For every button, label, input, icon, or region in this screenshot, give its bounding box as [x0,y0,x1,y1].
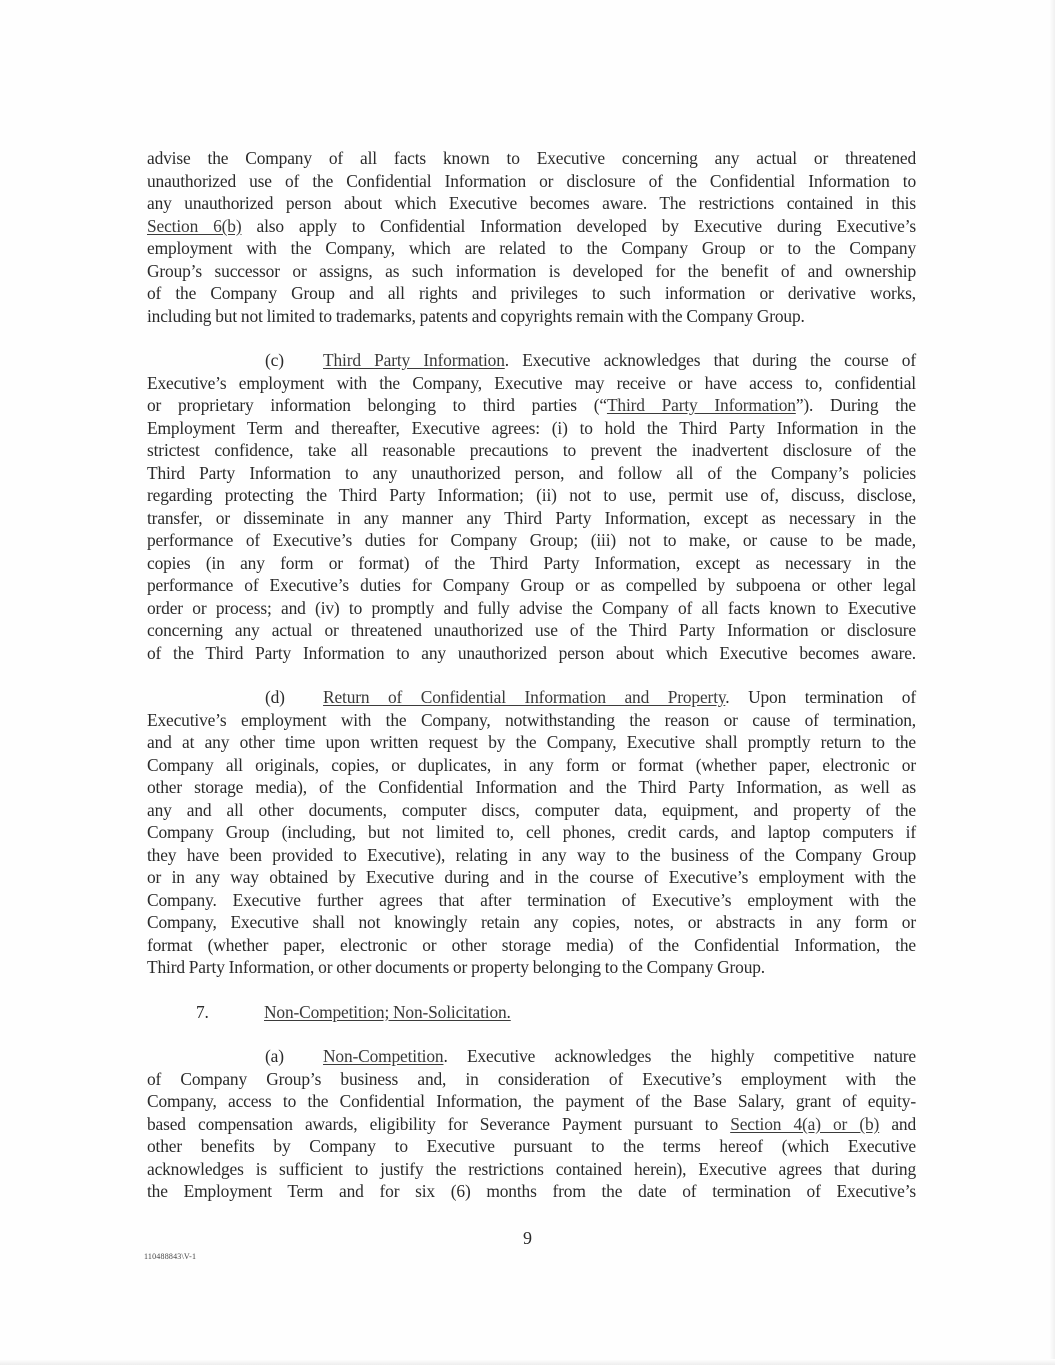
text-line: transfer, or disseminate in any manner any Third Party Information, except as necessary in the [147,507,916,528]
text-line: they have been provided to Executive), relating in any way to the business of the Company Group [147,844,916,865]
text-line: advise the Company of all facts known to Executive concerning any actual or threatened [147,148,916,168]
text-line: other benefits by Company to Executive pursuant to the terms hereof (which Executive [147,1136,916,1156]
paragraph-6d-return-of-property [147,686,916,979]
subsection-title: Return of Confidential Information and Property [323,687,726,707]
text-line: the Employment Term and for six (6) months from the date of termination of Executive’s [147,1181,916,1201]
text-line [147,686,916,709]
text-span: also apply to Confidential Information developed by Executive during Executive’s [241,215,916,236]
page-number: 9 [523,1228,532,1248]
text-line: Group’s successor or assigns, as such information is developed for the benefit of and ownership [147,260,916,281]
text-line: acknowledges is sufficient to justify the restrictions contained herein), Executive agrees that during [147,1158,916,1179]
text-span: and [879,1113,916,1134]
text-line [147,349,916,372]
text-line: Company, Executive shall not knowingly retain any copies, notes, or abstracts in any form or [147,912,916,932]
text-line: any and all other documents, computer discs, computer data, equipment, and property of the [147,799,916,820]
text-line [147,215,916,238]
section-reference-6b: Section 6(b) [147,215,242,236]
subsection-label: (a) [265,1046,284,1066]
section-reference-4: Section 4(a) or (b) [730,1113,880,1134]
paragraph-6b-continuation [147,147,916,327]
text-span: . Executive acknowledges that during the course of [504,350,916,370]
text-span: or proprietary information belonging to third parties (“ [147,395,607,415]
text-line: Company all originals, copies, or duplicates, in any form or format (whether paper, electronic or [147,754,916,775]
text-line: performance of Executive’s duties for Company Group; (iii) not to make, or cause to be made, [147,530,916,550]
section-number: 7. [196,1001,209,1022]
subsection-title: Third Party Information [323,350,505,370]
text-line: including but not limited to trademarks, patents and copyrights remain with the Company Group. [147,305,805,326]
text-line: performance of Executive’s duties for Company Group or as compelled by subpoena or other legal [147,575,916,595]
subsection-label: (c) [265,350,284,370]
text-line: unauthorized use of the Confidential Information or disclosure of the Confidential Information to [147,170,916,191]
text-line [147,1113,916,1136]
text-line: or in any way obtained by Executive during and in the course of Executive’s employment with the [147,867,916,887]
text-line [147,1045,916,1068]
text-span: . Upon termination of [725,687,916,707]
text-line: Executive’s employment with the Company, notwithstanding the reason or cause of termination, [147,709,916,730]
text-line: and at any other time upon written request by the Company, Executive shall promptly return to the [147,732,916,752]
paragraph-6c-third-party-information [147,349,916,664]
text-line: Third Party Information, or other documents or property belonging to the Company Group. [147,957,765,977]
defined-term: Third Party Information [606,395,796,415]
text-line: any unauthorized person about which Executive becomes aware. The restrictions contained in this [147,193,916,213]
text-line [147,394,916,417]
text-line: Third Party Information to any unauthorized person, and follow all of the Company’s policies [147,462,916,483]
subsection-title: Non-Competition [323,1046,444,1066]
paragraph-7a-non-competition [147,1045,916,1203]
text-line: regarding protecting the Third Party Information; (ii) not to use, permit use of, discuss, disclose, [147,485,916,505]
text-line: of the Third Party Information to any unauthorized person about which Executive becomes aware. [147,642,916,663]
text-line: of the Company Group and all rights and privileges to such information or derivative works, [147,283,916,303]
subsection-label: (d) [265,687,285,707]
text-line: format (whether paper, electronic or other storage media) of the Confidential Information, the [147,934,916,955]
page-edge-shadow [1049,0,1055,1365]
document-body [147,147,916,1203]
text-line: concerning any actual or threatened unauthorized use of the Third Party Information or disclosure [147,620,916,640]
text-line: of Company Group’s business and, in consideration of Executive’s employment with the [147,1068,916,1089]
text-line: order or process; and (iv) to promptly and fully advise the Company of all facts known to Executive [147,597,916,618]
page-edge-shadow-bottom [0,1359,1055,1365]
section-7-heading [147,1001,916,1024]
text-line: employment with the Company, which are related to the Company Group or to the Company [147,238,916,258]
text-line: Company. Executive further agrees that after termination of Executive’s employment with the [147,889,916,910]
text-line: other storage media), of the Confidential Information and the Third Party Information, as well as [147,777,916,797]
text-line: Company Group (including, but not limited to, cell phones, credit cards, and laptop computers if [147,822,916,842]
section-title: Non-Competition; Non-Solicitation. [264,1001,511,1022]
text-line: copies (in any form or format) of the Third Party Information, except as necessary in the [147,552,916,573]
text-span: . Executive acknowledges the highly competitive nature [443,1046,916,1066]
text-span: based compensation awards, eligibility for Severance Payment pursuant to [147,1113,731,1134]
document-id-footer: 110488843\V-1 [144,1252,197,1261]
text-line: strictest confidence, take all reasonable precautions to prevent the inadvertent disclosure of the [147,440,916,460]
text-span: ”). During the [795,395,916,415]
text-line: Employment Term and thereafter, Executive agrees: (i) to hold the Third Party Information in the [147,417,916,438]
text-line: Executive’s employment with the Company, Executive may receive or have access to, confidential [147,372,916,393]
text-line: Company, access to the Confidential Information, the payment of the Base Salary, grant of equity- [147,1091,916,1111]
